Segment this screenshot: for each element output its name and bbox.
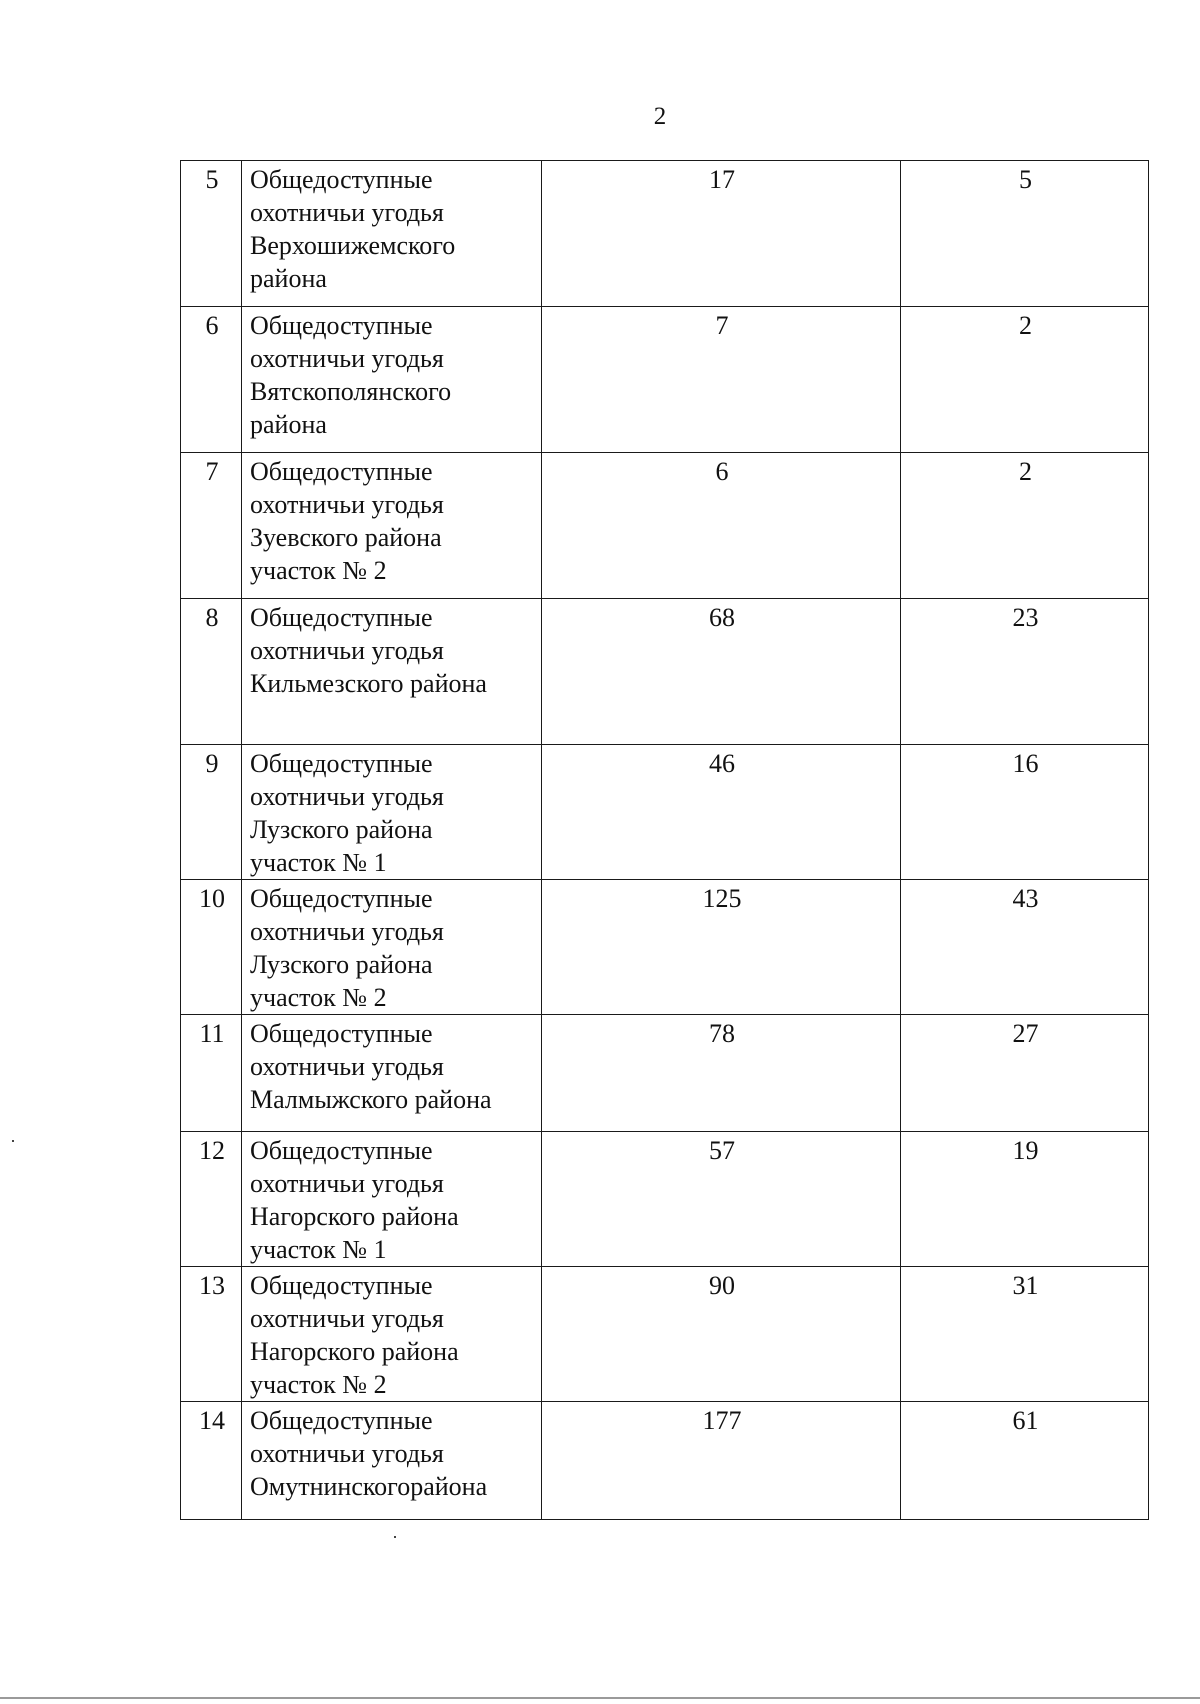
table-row (181, 1132, 1149, 1267)
row-value-1: 6 (542, 453, 901, 599)
name-line: охотничьи угодья (250, 344, 444, 373)
row-value-1: 177 (542, 1402, 901, 1520)
name-line: Нагорского района (250, 1202, 459, 1231)
table-row (181, 307, 1149, 453)
row-name (242, 1015, 542, 1132)
scan-speck (12, 1140, 14, 1142)
row-name (242, 453, 542, 599)
name-line: Общедоступные (250, 457, 433, 486)
row-name (242, 1267, 542, 1402)
row-value-2: 2 (901, 453, 1149, 599)
page-number: 2 (653, 103, 667, 130)
row-value-1: 7 (542, 307, 901, 453)
name-line: Общедоступные (250, 165, 433, 194)
row-value-2: 19 (901, 1132, 1149, 1267)
name-line: Общедоступные (250, 311, 433, 340)
name-line: охотничьи угодья (250, 636, 444, 665)
row-number: 5 (181, 161, 242, 307)
row-value-2: 43 (901, 880, 1149, 1015)
row-number: 6 (181, 307, 242, 453)
name-line: участок № 2 (250, 1370, 387, 1399)
row-value-2: 31 (901, 1267, 1149, 1402)
row-number: 8 (181, 599, 242, 745)
table-row (181, 1402, 1149, 1520)
row-name (242, 307, 542, 453)
row-number: 7 (181, 453, 242, 599)
table-row (181, 1267, 1149, 1402)
row-number: 11 (181, 1015, 242, 1132)
name-line: Кильмезского района (250, 669, 487, 698)
row-value-1: 17 (542, 161, 901, 307)
name-line: участок № 2 (250, 556, 387, 585)
table-row (181, 599, 1149, 745)
scan-speck (394, 1536, 396, 1538)
row-value-1: 46 (542, 745, 901, 880)
table-row (181, 1015, 1149, 1132)
name-line: охотничьи угодья (250, 1439, 444, 1468)
row-name (242, 161, 542, 307)
name-line: Общедоступные (250, 1136, 433, 1165)
row-value-2: 16 (901, 745, 1149, 880)
name-line: охотничьи угодья (250, 917, 444, 946)
row-value-2: 61 (901, 1402, 1149, 1520)
name-line: Омутнинскогорайона (250, 1472, 488, 1501)
name-line: участок № 1 (250, 848, 387, 877)
name-line: Общедоступные (250, 1019, 433, 1048)
name-line: района (250, 264, 327, 293)
table-row (181, 880, 1149, 1015)
scan-edge-line (0, 1697, 1200, 1699)
row-value-1: 57 (542, 1132, 901, 1267)
name-line: района (250, 410, 327, 439)
name-line: Лузского района (250, 815, 433, 844)
name-line: Общедоступные (250, 749, 433, 778)
row-name (242, 599, 542, 745)
name-line: охотничьи угодья (250, 782, 444, 811)
name-line: Общедоступные (250, 884, 433, 913)
row-name (242, 745, 542, 880)
name-line: охотничьи угодья (250, 1169, 444, 1198)
table-body (181, 161, 1149, 1520)
name-line: охотничьи угодья (250, 490, 444, 519)
name-line: Зуевского района (250, 523, 442, 552)
hunting-grounds-table (180, 160, 1149, 1520)
name-line: охотничьи угодья (250, 1304, 444, 1333)
row-number: 13 (181, 1267, 242, 1402)
row-name (242, 1132, 542, 1267)
name-line: Общедоступные (250, 1271, 433, 1300)
row-value-2: 23 (901, 599, 1149, 745)
name-line: Общедоступные (250, 603, 433, 632)
row-value-2: 27 (901, 1015, 1149, 1132)
name-line: Нагорского района (250, 1337, 459, 1366)
row-value-2: 5 (901, 161, 1149, 307)
name-line: участок № 1 (250, 1235, 387, 1264)
row-value-2: 2 (901, 307, 1149, 453)
row-value-1: 78 (542, 1015, 901, 1132)
name-line: Лузского района (250, 950, 433, 979)
name-line: Общедоступные (250, 1406, 433, 1435)
row-number: 14 (181, 1402, 242, 1520)
row-number: 10 (181, 880, 242, 1015)
name-line: Малмыжского района (250, 1085, 492, 1114)
row-name (242, 880, 542, 1015)
name-line: участок № 2 (250, 983, 387, 1012)
table-row (181, 453, 1149, 599)
name-line: охотничьи угодья (250, 198, 444, 227)
table-row (181, 745, 1149, 880)
table-row (181, 161, 1149, 307)
name-line: охотничьи угодья (250, 1052, 444, 1081)
row-number: 9 (181, 745, 242, 880)
row-value-1: 125 (542, 880, 901, 1015)
row-number: 12 (181, 1132, 242, 1267)
name-line: Вятскополянского (250, 377, 452, 406)
row-value-1: 90 (542, 1267, 901, 1402)
name-line: Верхошижемского (250, 231, 456, 260)
row-name (242, 1402, 542, 1520)
row-value-1: 68 (542, 599, 901, 745)
